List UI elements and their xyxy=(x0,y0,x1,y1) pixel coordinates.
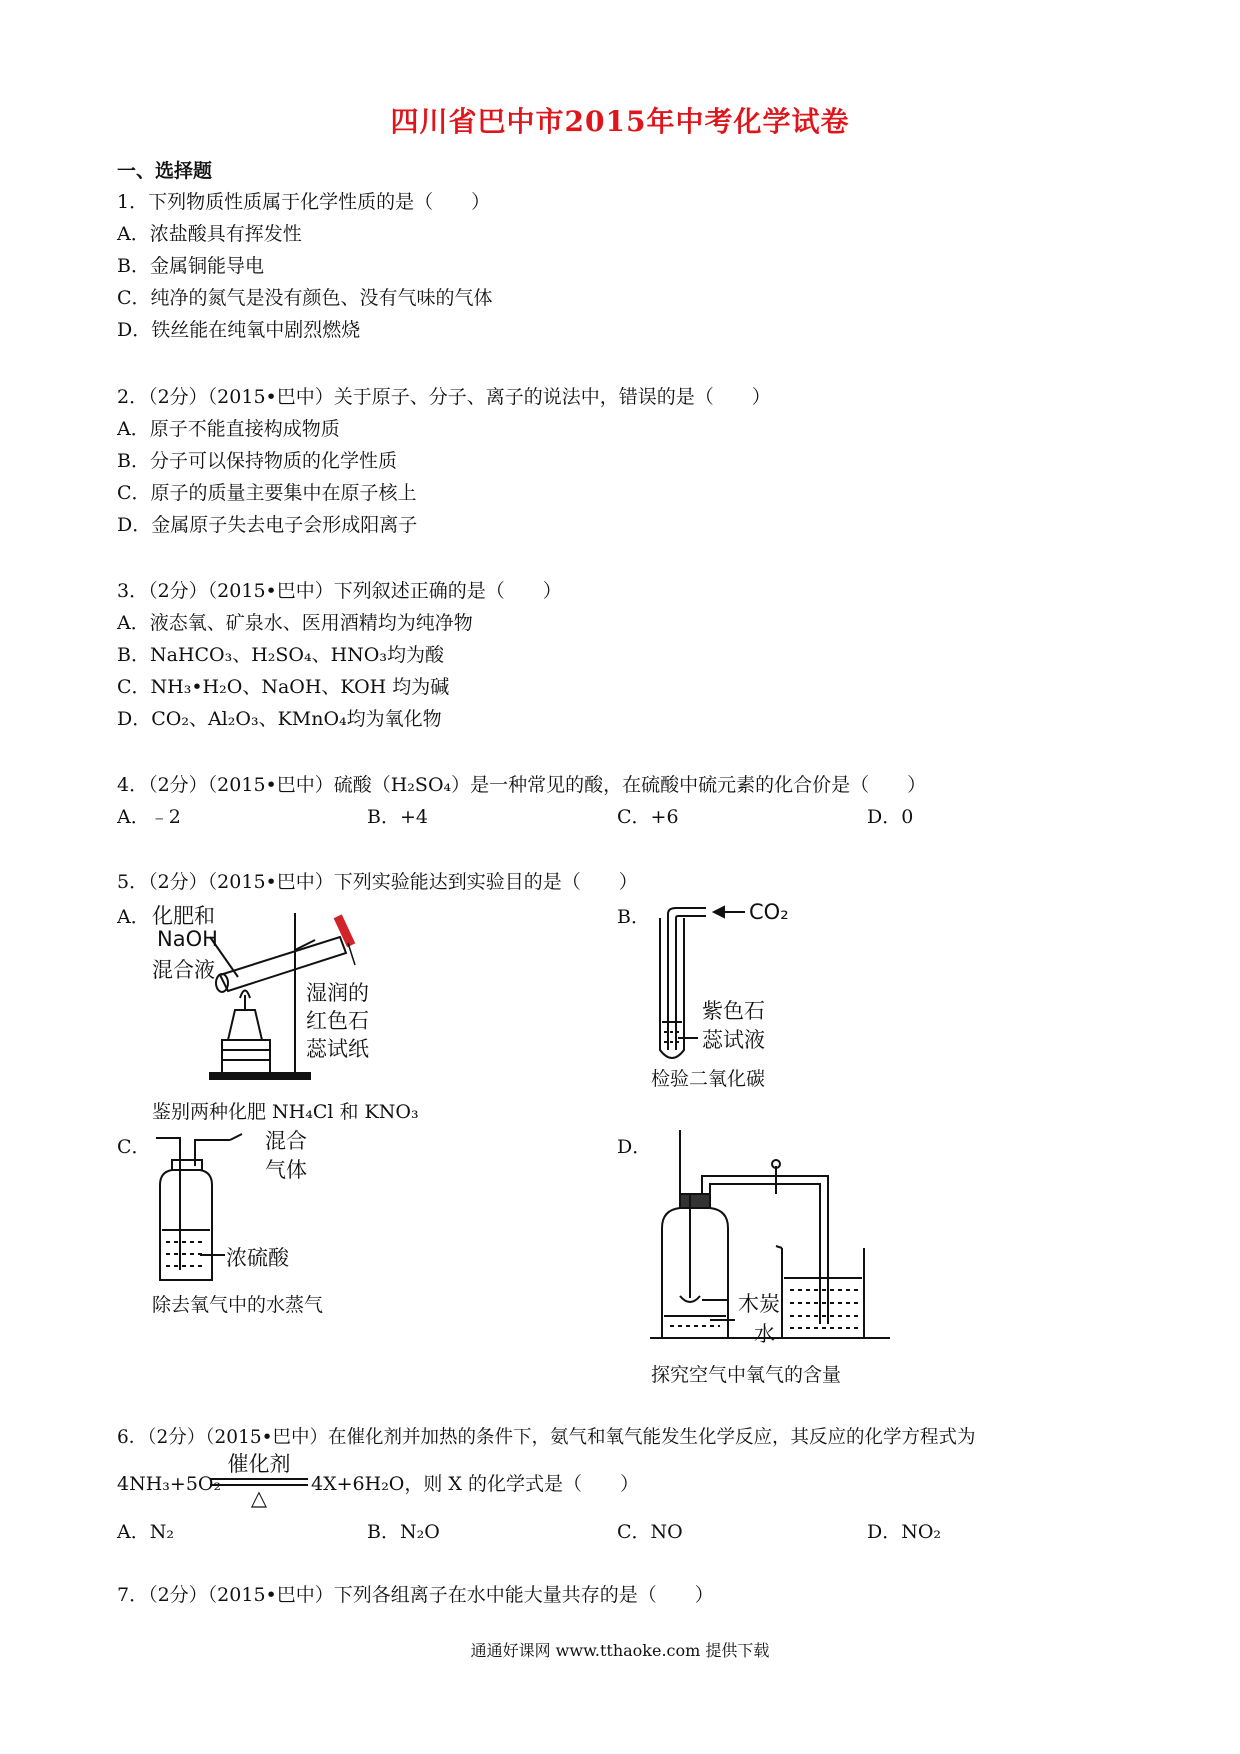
question-stem: 1．下列物质性质属于化学性质的是（ ） xyxy=(117,191,491,213)
question-stem: 7．（2分）（2015•巴中）下列各组离子在水中能大量共存的是（ ） xyxy=(117,1584,714,1606)
option-b: B．金属铜能导电 xyxy=(117,255,264,277)
equation-left: 4NH₃+5O₂ xyxy=(117,1473,222,1495)
option-b: B．N₂O xyxy=(367,1521,440,1543)
figure-b-label-1: 紫色石 xyxy=(702,999,765,1023)
question-stem: 3．（2分）（2015•巴中）下列叙述正确的是（ ） xyxy=(117,580,562,602)
figure-b-letter: B． xyxy=(617,906,650,928)
option-a: A．原子不能直接构成物质 xyxy=(117,418,340,440)
option-d: D．NO₂ xyxy=(867,1521,942,1543)
litmus-paper-icon xyxy=(334,914,356,947)
heat-icon: △ xyxy=(250,1486,268,1510)
page-title: 四川省巴中市2015年中考化学试卷 xyxy=(390,105,850,138)
figure-a-label-6: 蕊试纸 xyxy=(306,1037,369,1061)
equation-right: 4X+6H₂O，则 X 的化学式是（ ） xyxy=(311,1473,639,1495)
option-d: D．铁丝能在纯氧中剧烈燃烧 xyxy=(117,319,361,341)
figure-a-label-4: 湿润的 xyxy=(306,981,369,1005)
figure-d-label-2: 水 xyxy=(754,1322,775,1346)
option-c: C．+6 xyxy=(617,806,679,828)
option-c: C．纯净的氮气是没有颜色、没有气味的气体 xyxy=(117,287,493,309)
figure-d-letter: D． xyxy=(617,1136,652,1158)
option-c: C．NH₃•H₂O、NaOH、KOH 均为碱 xyxy=(117,676,450,698)
option-b: B．NaHCO₃、H₂SO₄、HNO₃均为酸 xyxy=(117,644,444,666)
figure-a-label-5: 红色石 xyxy=(306,1009,369,1033)
figure-d-caption: 探究空气中氧气的含量 xyxy=(651,1364,842,1386)
option-d: D．0 xyxy=(867,806,914,828)
figure-a-label-2: NaOH xyxy=(157,927,218,951)
figure-a-caption: 鉴别两种化肥 NH₄Cl 和 KNO₃ xyxy=(152,1101,419,1123)
question-stem: 6．（2分）（2015•巴中）在催化剂并加热的条件下，氨气和氧气能发生化学反应，其反应的化学方程式为 xyxy=(117,1427,976,1448)
question-stem: 4．（2分）（2015•巴中）硫酸（H₂SO₄）是一种常见的酸，在硫酸中硫元素的化合价是（ ） xyxy=(117,774,927,796)
figure-c-label-3: 浓硫酸 xyxy=(226,1246,289,1270)
option-c: C．原子的质量主要集中在原子核上 xyxy=(117,482,417,504)
option-d: D．金属原子失去电子会形成阳离子 xyxy=(117,514,418,536)
figure-a-label-1: 化肥和 xyxy=(152,904,215,928)
figure-c-caption: 除去氧气中的水蒸气 xyxy=(152,1294,324,1316)
option-a: A．浓盐酸具有挥发性 xyxy=(117,223,302,245)
option-b: B．+4 xyxy=(367,806,428,828)
option-a: A．﹣2 xyxy=(117,806,181,828)
question-stem: 5．（2分）（2015•巴中）下列实验能达到实验目的是（ ） xyxy=(117,871,638,893)
option-a: A．N₂ xyxy=(117,1521,174,1543)
figure-a-letter: A． xyxy=(117,906,150,928)
section-heading: 一、选择题 xyxy=(117,160,213,182)
figure-c-label-1: 混合 xyxy=(265,1129,307,1153)
option-c: C．NO xyxy=(617,1521,683,1543)
option-a: A．液态氧、矿泉水、医用酒精均为纯净物 xyxy=(117,612,473,634)
page-footer: 通通好课网 www.tthaoke.com 提供下载 xyxy=(470,1641,770,1660)
equation-bar-top xyxy=(210,1478,308,1480)
figure-b-caption: 检验二氧化碳 xyxy=(651,1068,766,1090)
figure-b-gas-label: CO₂ xyxy=(749,900,789,924)
figure-b-label-2: 蕊试液 xyxy=(702,1028,765,1052)
figure-a-label-3: 混合液 xyxy=(152,958,215,982)
option-b: B．分子可以保持物质的化学性质 xyxy=(117,450,397,472)
question-stem: 2．（2分）（2015•巴中）关于原子、分子、离子的说法中，错误的是（ ） xyxy=(117,386,771,408)
figure-c-label-2: 气体 xyxy=(265,1158,307,1182)
equation-catalyst: 催化剂 xyxy=(227,1452,291,1476)
chemical-equation xyxy=(117,1448,757,1508)
option-d: D．CO₂、Al₂O₃、KMnO₄均为氧化物 xyxy=(117,708,442,730)
figure-d-label-1: 木炭 xyxy=(738,1292,780,1316)
figure-c-letter: C． xyxy=(117,1136,151,1158)
